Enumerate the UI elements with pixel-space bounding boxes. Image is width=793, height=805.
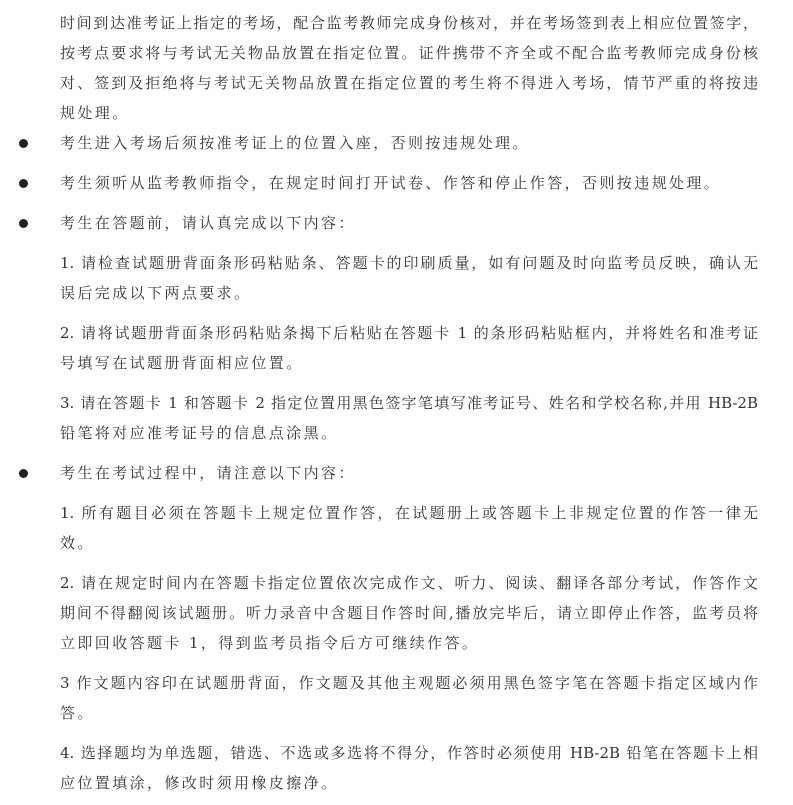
bullet-text: 考生在考试过程中，请注意以下内容： (60, 464, 356, 482)
numbered-item-line: 应位置填涂，修改时须用橡皮擦净。 (60, 774, 339, 792)
numbered-item-line: 2. 请将试题册背面条形码粘贴条揭下后粘贴在答题卡 1 的条形码粘贴框内，并将姓名和准考证 (60, 324, 758, 342)
numbered-item-line: 1. 所有题目必须在答题卡上规定位置作答，在试题册上或答题卡上非规定位置的作答一律无 (60, 504, 758, 522)
bullet-text: 考生进入考场后须按准考证上的位置入座，否则按违规处理。 (60, 134, 530, 152)
bullet-dot-icon (19, 219, 28, 228)
numbered-item (60, 498, 758, 558)
intro-line: 时间到达准考证上指定的考场，配合监考教师完成身份核对，并在考场签到表上相应位置签字， (60, 14, 758, 32)
numbered-item (60, 248, 758, 308)
numbered-item (60, 318, 758, 378)
numbered-item (60, 738, 758, 798)
bullet-dot-icon (19, 139, 28, 148)
bullet-dot-icon (19, 179, 28, 188)
bullet-item (60, 208, 758, 238)
numbered-item-line: 3 作文题内容印在试题册背面，作文题及其他主观题必须用黑色签字笔在答题卡指定区域内作 (60, 674, 758, 692)
bullet-text: 考生须听从监考教师指令，在规定时间打开试卷、作答和停止作答，否则按违规处理。 (60, 174, 722, 192)
numbered-item-line: 效。 (60, 534, 95, 552)
bullet-dot-icon (19, 469, 28, 478)
bullet-item (60, 168, 758, 198)
numbered-item-line: 2. 请在规定时间内在答题卡指定位置依次完成作文、听力、阅读、翻译各部分考试，作答作文 (60, 574, 758, 592)
intro-line: 规处理。 (60, 104, 130, 122)
numbered-item (60, 388, 758, 448)
numbered-item (60, 568, 758, 658)
numbered-item-line: 立即回收答题卡 1，得到监考员指令后方可继续作答。 (60, 634, 480, 652)
numbered-item-line: 铅笔将对应准考证号的信息点涂黑。 (60, 424, 339, 442)
numbered-item-line: 答。 (60, 704, 95, 722)
intro-paragraph (60, 8, 758, 128)
numbered-item-line: 期间不得翻阅该试题册。听力录音中含题目作答时间,播放完毕后，请立即停止作答，监考员将 (60, 604, 758, 622)
bullet-item (60, 458, 758, 488)
bullet-item (60, 128, 758, 158)
numbered-item-line: 号填写在试题册背面相应位置。 (60, 354, 304, 372)
numbered-item-line: 1. 请检查试题册背面条形码粘贴条、答题卡的印刷质量，如有问题及时向监考员反映，确认无 (60, 254, 758, 272)
document-body (60, 8, 758, 798)
numbered-item-line: 4. 选择题均为单选题，错选、不选或多选将不得分，作答时必须使用 HB-2B 铅笔在答题卡上相 (60, 744, 758, 762)
numbered-item-line: 误后完成以下两点要求。 (60, 284, 252, 302)
numbered-item (60, 668, 758, 728)
numbered-item-line: 3. 请在答题卡 1 和答题卡 2 指定位置用黑色签字笔填写准考证号、姓名和学校名称,并用 HB-2B (60, 394, 758, 412)
intro-line: 对、签到及拒绝将与考试无关物品放置在指定位置的考生将不得进入考场，情节严重的将按违 (60, 74, 758, 92)
intro-line: 按考点要求将与考试无关物品放置在指定位置。证件携带不齐全或不配合监考教师完成身份核 (60, 44, 758, 62)
bullet-text: 考生在答题前，请认真完成以下内容： (60, 214, 356, 232)
